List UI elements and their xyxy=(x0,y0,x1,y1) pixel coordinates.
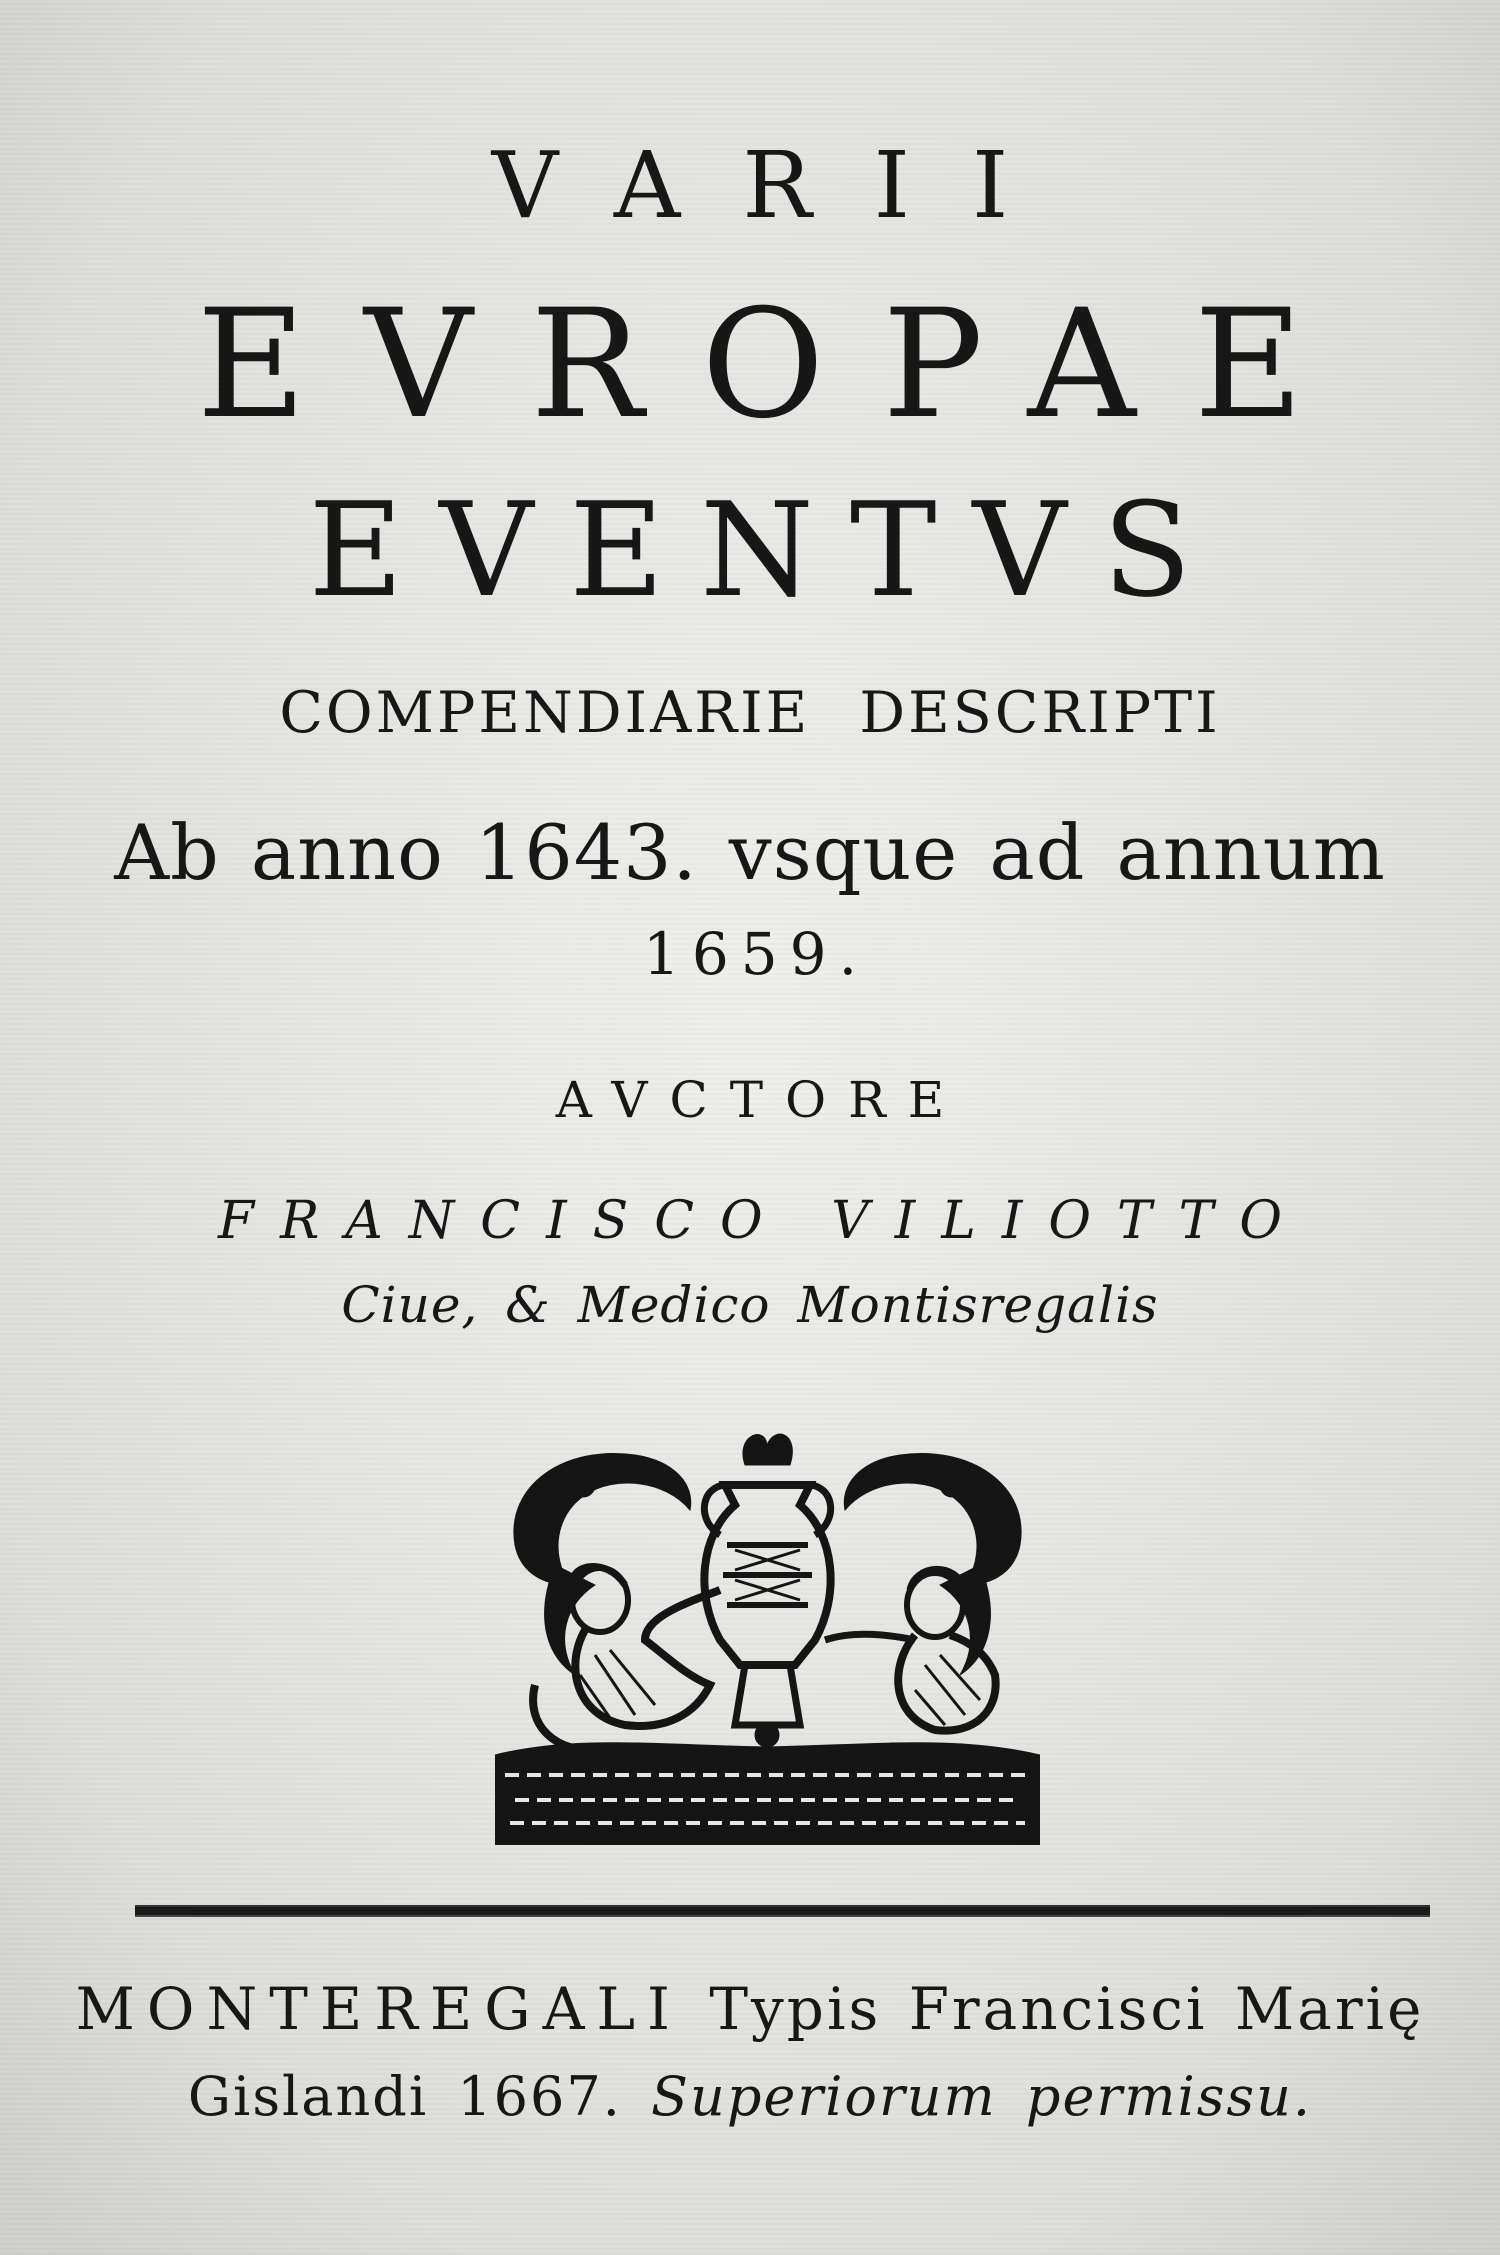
horizontal-rule xyxy=(135,1905,1430,1917)
auctore-label: AVCTORE xyxy=(555,1071,967,1129)
imprint-printer-date: Gislandi 1667. xyxy=(187,2065,622,2128)
imprint-permission: Superiorum permissu. xyxy=(651,2065,1313,2128)
woodcut-vase-with-two-cherubs-icon xyxy=(495,1425,1040,1845)
author-description: Ciue, & Medico Montisregalis xyxy=(341,1276,1159,1334)
imprint-place: MONTEREGALI xyxy=(75,1975,682,2043)
imprint-printer: Typis Francisci Marię xyxy=(709,1975,1425,2043)
subtitle-line: COMPENDIARIE DESCRIPTI xyxy=(279,680,1221,746)
author-name: FRANCISCO VILIOTTO xyxy=(218,1191,1308,1251)
end-year-line: 1659. xyxy=(642,920,870,988)
imprint-line-1 xyxy=(0,1975,1500,2043)
imprint-line-2 xyxy=(0,2065,1500,2128)
title-line-eventus: EVENTVS xyxy=(308,474,1228,626)
date-range-line: Ab anno 1643. vsque ad annum xyxy=(114,808,1386,897)
title-line-varii: VARII xyxy=(491,132,1071,239)
title-line-europae: EVROPAE xyxy=(196,278,1362,452)
